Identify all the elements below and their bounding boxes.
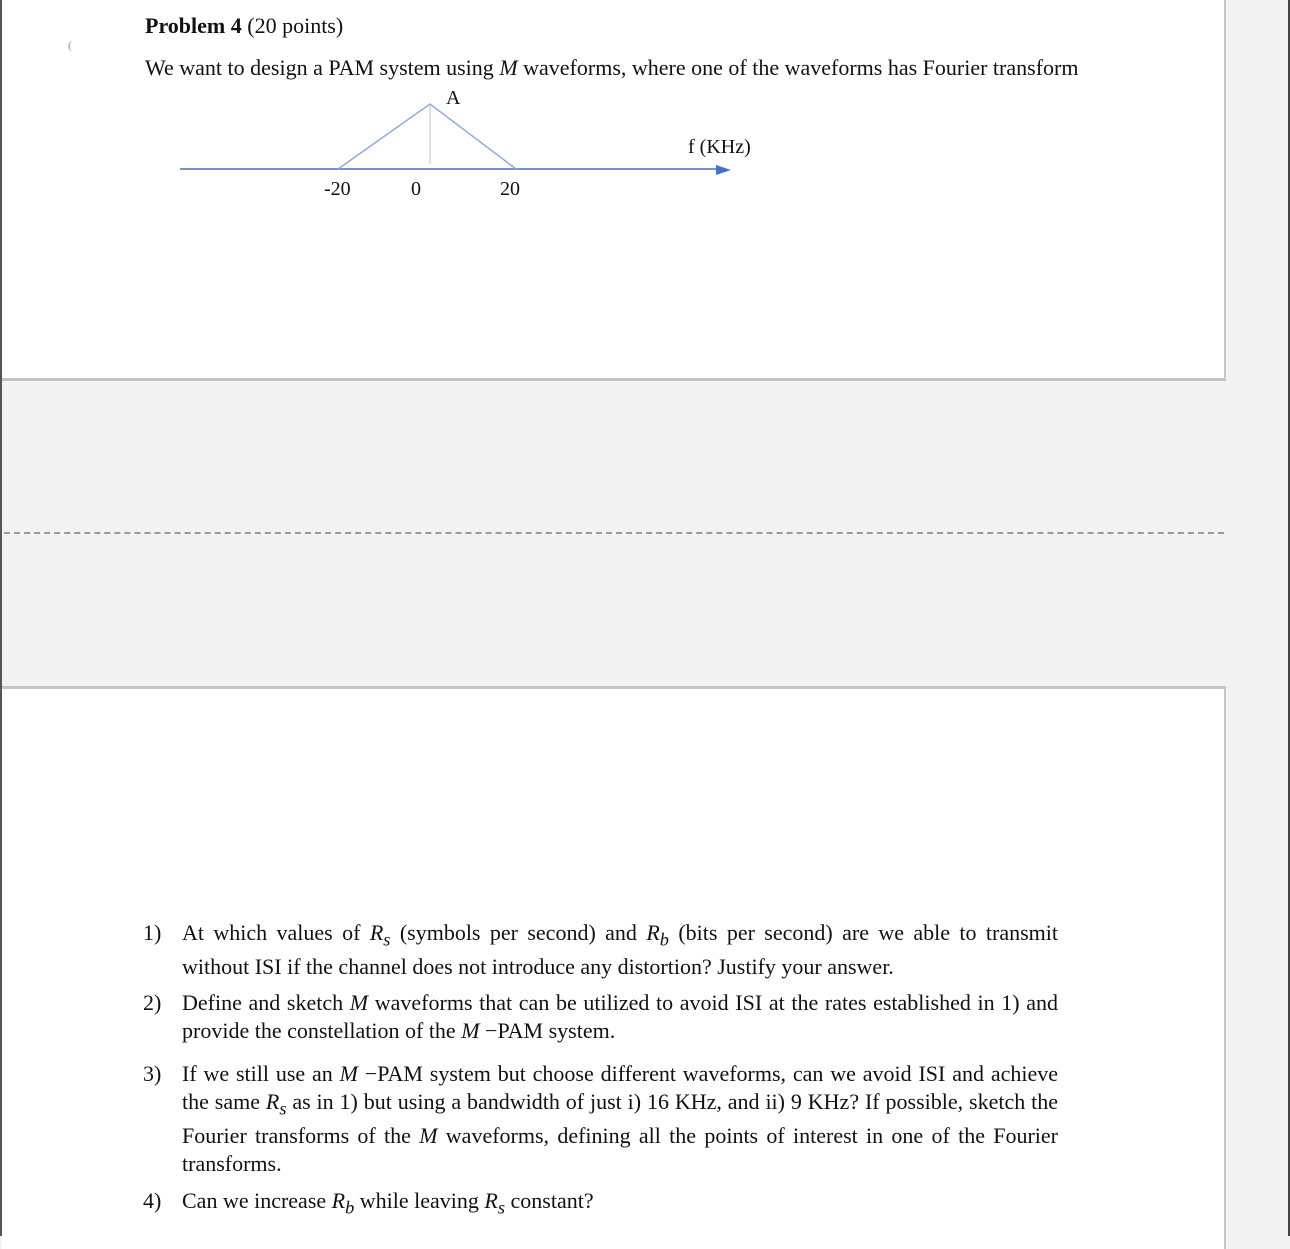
intro-var-m: M: [499, 55, 518, 80]
question-number: 3): [143, 1061, 162, 1086]
problem-title-points: (20 points): [241, 13, 344, 38]
triangle-spectrum: [338, 104, 516, 169]
q1-var-r2: R: [646, 920, 660, 945]
q4-text-1: Can we increase: [182, 1188, 332, 1213]
q3-text-1: If we still use an: [182, 1061, 340, 1086]
q2-text-1: Define and sketch: [182, 990, 350, 1015]
document-page-1: [2, 0, 1226, 381]
q4-text-2: while leaving: [354, 1188, 485, 1213]
q1-text-3: (bits per second) are we able to transmit without ISI if the channel does not introduce any distortion? Justify your answer.: [182, 920, 1059, 980]
fourier-transform-figure: [2, 0, 1224, 378]
q1-var-r: R: [369, 920, 384, 945]
q3-var-m: M: [339, 1061, 358, 1086]
q3-var-m2: M: [419, 1123, 438, 1149]
problem-title-bold: Problem 4: [145, 13, 242, 38]
q3-text-3: as in 1) but using a bandwidth of just i) 16 KHz, and ii) 9 KHz? If possible, sketch the Fourier transforms of the: [182, 1089, 1058, 1149]
q2-text-2: waveforms that can be utilized to avoid ISI at the rates established in 1) and provide the constellation of the: [182, 990, 1058, 1043]
question-2: [143, 989, 1058, 1045]
question-number: 2): [143, 990, 162, 1015]
intro-text-1: We want to design a PAM system using: [145, 55, 500, 80]
q3-sub-s: s: [279, 1098, 287, 1119]
axis-label: f (KHz): [688, 136, 751, 158]
intro-text-2: waveforms, where one of the waveforms has Fourier transform: [517, 55, 1079, 80]
peak-label: A: [446, 87, 461, 109]
q3-var-r: R: [265, 1089, 280, 1114]
q4-sub-b: b: [345, 1197, 355, 1218]
q4-text-3: constant?: [505, 1188, 594, 1213]
axis-arrowhead: [716, 165, 731, 175]
tick-label-20: 20: [500, 178, 520, 200]
q4-var-r: R: [331, 1188, 346, 1213]
q1-sub-s: s: [383, 929, 391, 950]
tick-label-neg20: -20: [324, 178, 351, 200]
q4-var-r2: R: [484, 1188, 498, 1213]
q3-text-2: −PAM system but choose different waveforms, can we avoid ISI and achieve the same: [182, 1061, 1059, 1114]
q4-sub-s: s: [497, 1197, 506, 1218]
page-break-divider: [4, 532, 1224, 534]
q2-var-m2: M: [461, 1018, 480, 1043]
question-4: [143, 1187, 1058, 1221]
q1-text-1: At which values of: [182, 920, 370, 945]
question-1: [143, 919, 1058, 981]
question-number: 4): [143, 1188, 162, 1213]
question-number: 1): [143, 920, 162, 945]
question-3: [143, 1060, 1058, 1178]
margin-mark: (: [68, 38, 72, 52]
tick-label-0: 0: [411, 178, 421, 200]
q2-var-m: M: [349, 990, 369, 1015]
q1-text-2: (symbols per second) and: [390, 920, 647, 945]
q3-text-4: waveforms, defining all the points of interest in one of the Fourier transforms.: [182, 1123, 1059, 1177]
q2-text-3: −PAM system.: [479, 1018, 616, 1043]
q1-sub-b: b: [659, 929, 669, 950]
